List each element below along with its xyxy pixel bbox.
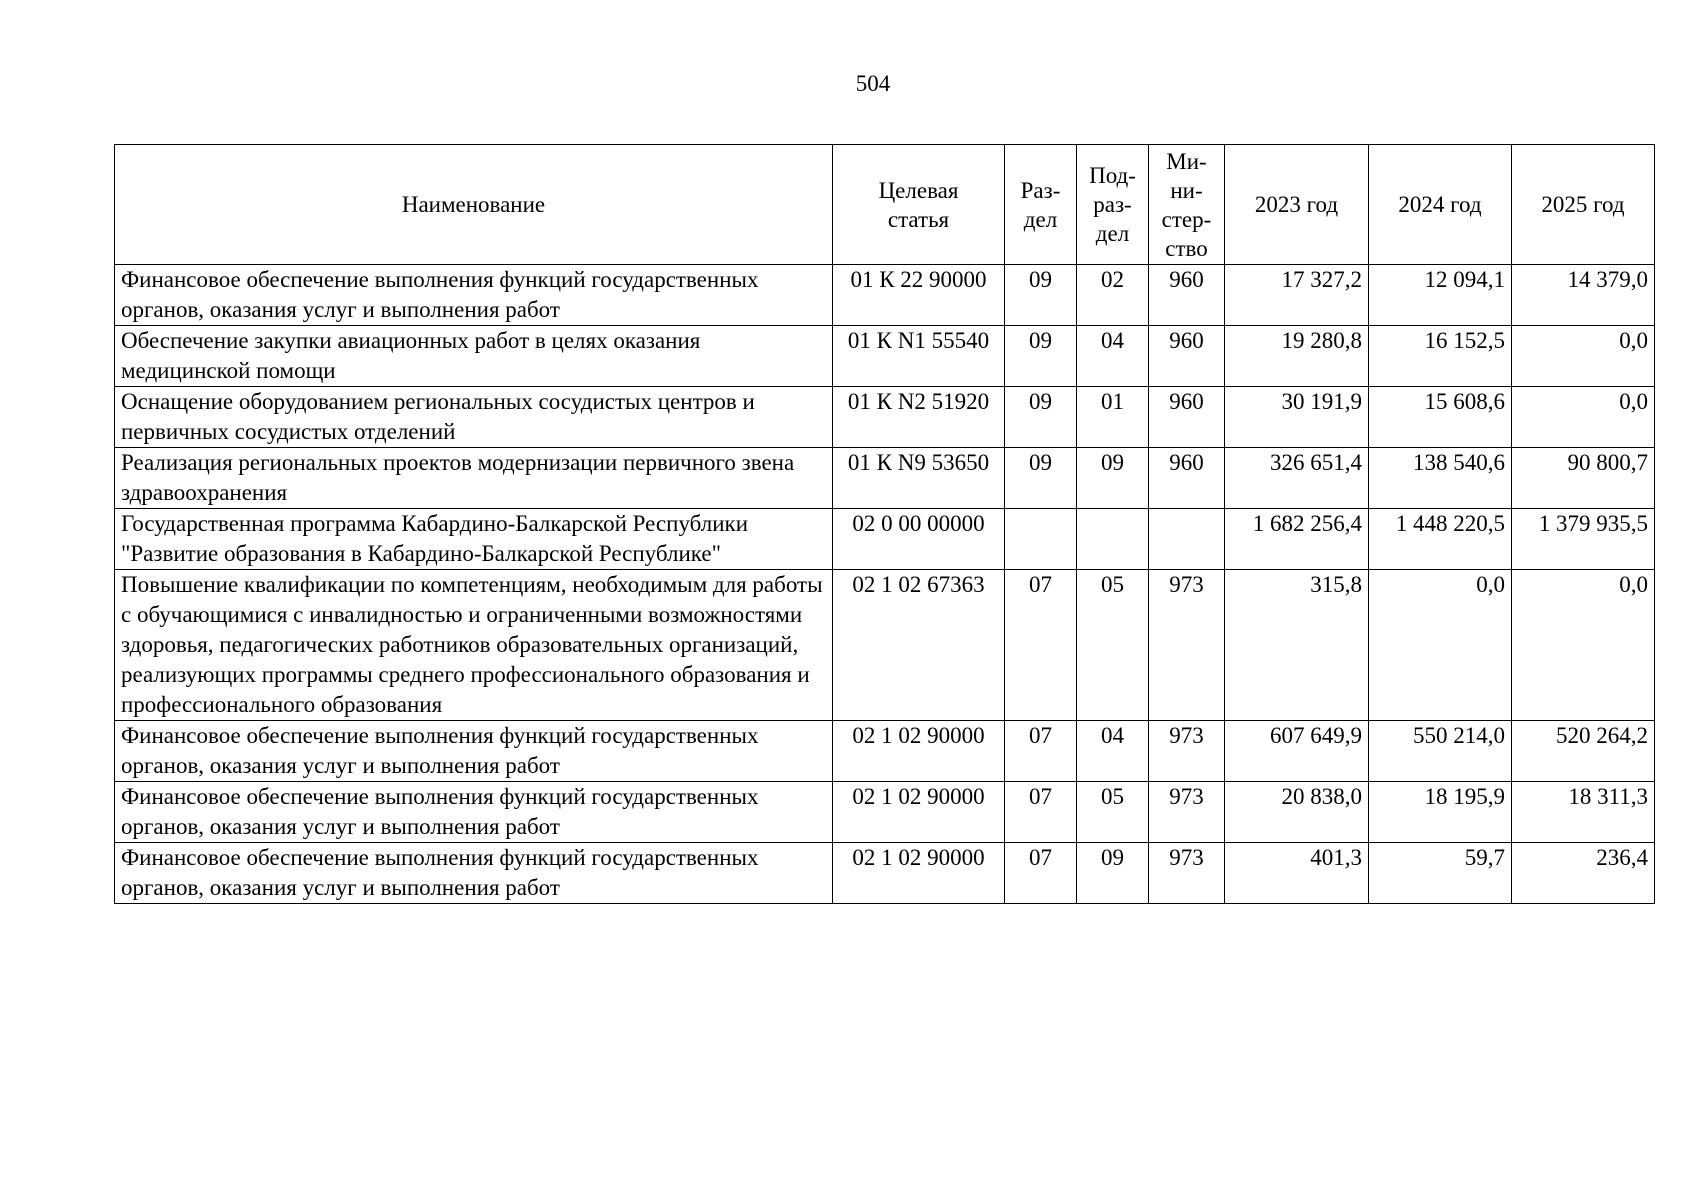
row-target: 02 1 02 90000 (833, 721, 1005, 782)
table-row (115, 570, 1655, 721)
table-row (115, 265, 1655, 326)
header-subsection: Под- раз- дел (1077, 145, 1149, 265)
row-name: Реализация региональных проектов модернизации первичного звена здравоохранения (115, 448, 833, 509)
row-2024: 138 540,6 (1369, 448, 1512, 509)
row-2025: 90 800,7 (1512, 448, 1655, 509)
row-2025: 14 379,0 (1512, 265, 1655, 326)
row-ministry: 973 (1149, 843, 1225, 904)
row-2025: 236,4 (1512, 843, 1655, 904)
header-2024: 2024 год (1369, 145, 1512, 265)
row-2023: 315,8 (1225, 570, 1369, 721)
row-2023: 607 649,9 (1225, 721, 1369, 782)
header-section: Раз- дел (1005, 145, 1077, 265)
header-ministry: Ми- ни- стер- ство (1149, 145, 1225, 265)
row-ministry: 960 (1149, 265, 1225, 326)
row-name: Финансовое обеспечение выполнения функций государственных органов, оказания услуг и выполнения работ (115, 782, 833, 843)
row-target: 01 К 22 90000 (833, 265, 1005, 326)
table-row (115, 448, 1655, 509)
row-2025: 18 311,3 (1512, 782, 1655, 843)
row-2024: 12 094,1 (1369, 265, 1512, 326)
row-target: 01 К N2 51920 (833, 387, 1005, 448)
row-ministry: 973 (1149, 782, 1225, 843)
row-name: Оснащение оборудованием региональных сосудистых центров и первичных сосудистых отделений (115, 387, 833, 448)
row-2023: 30 191,9 (1225, 387, 1369, 448)
row-target: 01 К N1 55540 (833, 326, 1005, 387)
page-number: 504 (855, 71, 891, 96)
row-subsection (1077, 509, 1149, 570)
header-2023: 2023 год (1225, 145, 1369, 265)
row-section: 09 (1005, 387, 1077, 448)
row-subsection: 02 (1077, 265, 1149, 326)
row-section: 07 (1005, 782, 1077, 843)
row-name: Государственная программа Кабардино-Балкарской Республики "Развитие образования в Кабардино-Балкарской Республике" (115, 509, 833, 570)
row-2024: 59,7 (1369, 843, 1512, 904)
row-2024: 18 195,9 (1369, 782, 1512, 843)
header-2025: 2025 год (1512, 145, 1655, 265)
row-section (1005, 509, 1077, 570)
row-ministry (1149, 509, 1225, 570)
row-2024: 0,0 (1369, 570, 1512, 721)
row-2025: 0,0 (1512, 570, 1655, 721)
row-2024: 15 608,6 (1369, 387, 1512, 448)
table-row (115, 843, 1655, 904)
row-target: 02 1 02 67363 (833, 570, 1005, 721)
row-target: 02 1 02 90000 (833, 843, 1005, 904)
header-name: Наименование (115, 145, 833, 265)
row-2025: 0,0 (1512, 387, 1655, 448)
row-section: 09 (1005, 265, 1077, 326)
budget-table (114, 144, 1655, 904)
header-row (115, 145, 1655, 265)
table-row (115, 782, 1655, 843)
row-section: 07 (1005, 843, 1077, 904)
row-section: 07 (1005, 570, 1077, 721)
row-2024: 1 448 220,5 (1369, 509, 1512, 570)
row-2023: 19 280,8 (1225, 326, 1369, 387)
row-2023: 401,3 (1225, 843, 1369, 904)
row-subsection: 04 (1077, 721, 1149, 782)
row-name: Финансовое обеспечение выполнения функций государственных органов, оказания услуг и выполнения работ (115, 721, 833, 782)
row-ministry: 960 (1149, 448, 1225, 509)
row-name: Обеспечение закупки авиационных работ в целях оказания медицинской помощи (115, 326, 833, 387)
row-subsection: 05 (1077, 570, 1149, 721)
row-section: 07 (1005, 721, 1077, 782)
row-subsection: 09 (1077, 448, 1149, 509)
row-ministry: 960 (1149, 326, 1225, 387)
header-target: Целевая статья (833, 145, 1005, 265)
row-ministry: 973 (1149, 721, 1225, 782)
row-name: Повышение квалификации по компетенциям, необходимым для работы с обучающимися с инвалидностью и ограниченными возможностями здоровья, педагогических работников образовательных организаций, реализующих программы среднего профессионального образования и профессионального образования (115, 570, 833, 721)
row-2025: 520 264,2 (1512, 721, 1655, 782)
row-ministry: 973 (1149, 570, 1225, 721)
row-subsection: 05 (1077, 782, 1149, 843)
row-name: Финансовое обеспечение выполнения функций государственных органов, оказания услуг и выполнения работ (115, 265, 833, 326)
row-2025: 0,0 (1512, 326, 1655, 387)
row-2024: 550 214,0 (1369, 721, 1512, 782)
row-2023: 17 327,2 (1225, 265, 1369, 326)
table-row (115, 387, 1655, 448)
row-2023: 326 651,4 (1225, 448, 1369, 509)
row-target: 02 0 00 00000 (833, 509, 1005, 570)
table-row (115, 721, 1655, 782)
row-ministry: 960 (1149, 387, 1225, 448)
row-subsection: 09 (1077, 843, 1149, 904)
row-section: 09 (1005, 448, 1077, 509)
row-target: 01 К N9 53650 (833, 448, 1005, 509)
table-row (115, 326, 1655, 387)
table-row (115, 509, 1655, 570)
row-name: Финансовое обеспечение выполнения функций государственных органов, оказания услуг и выполнения работ (115, 843, 833, 904)
row-target: 02 1 02 90000 (833, 782, 1005, 843)
row-2023: 1 682 256,4 (1225, 509, 1369, 570)
row-2024: 16 152,5 (1369, 326, 1512, 387)
row-2025: 1 379 935,5 (1512, 509, 1655, 570)
row-2023: 20 838,0 (1225, 782, 1369, 843)
row-section: 09 (1005, 326, 1077, 387)
row-subsection: 04 (1077, 326, 1149, 387)
row-subsection: 01 (1077, 387, 1149, 448)
